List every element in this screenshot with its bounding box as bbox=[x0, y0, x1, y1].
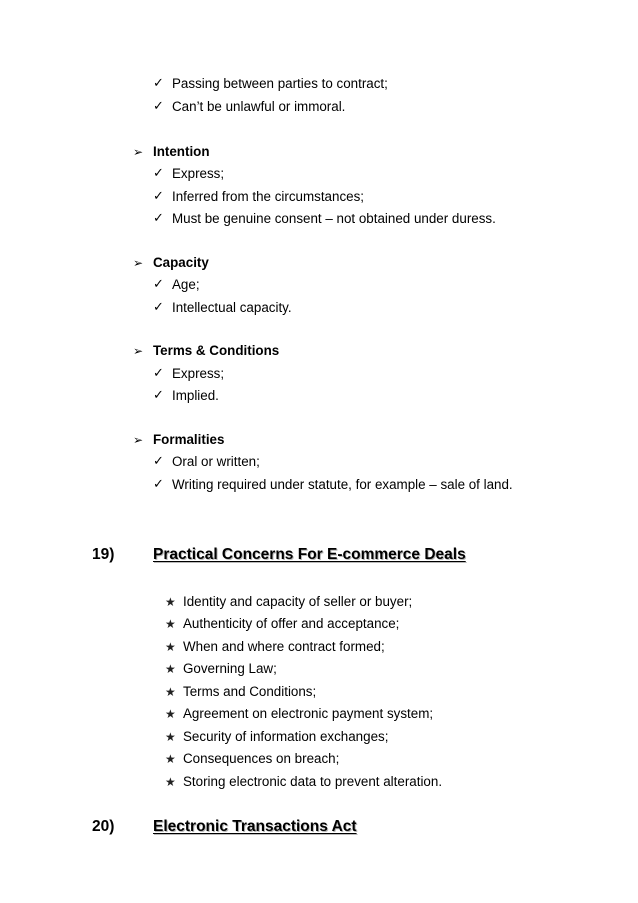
star-bullet-icon: ★ bbox=[165, 617, 176, 631]
star-bullet-icon: ★ bbox=[165, 662, 176, 676]
checkmark-icon: ✓ bbox=[153, 277, 164, 292]
checkmark-icon: ✓ bbox=[153, 388, 164, 403]
checkmark-icon: ✓ bbox=[153, 76, 164, 91]
checkmark-icon: ✓ bbox=[153, 166, 164, 181]
section-title: Practical Concerns For E-commerce Deals bbox=[153, 546, 466, 563]
list-item: ✓ Express; bbox=[153, 366, 225, 381]
list-item: ✓ Age; bbox=[153, 277, 200, 292]
arrow-bullet-icon: ➢ bbox=[133, 433, 144, 447]
checkmark-icon: ✓ bbox=[153, 477, 164, 492]
list-item: ★ Security of information exchanges; bbox=[165, 729, 389, 744]
list-item: ✓ Can’t be unlawful or immoral. bbox=[153, 99, 346, 114]
arrow-bullet-icon: ➢ bbox=[133, 145, 144, 159]
list-item: ★ Authenticity of offer and acceptance; bbox=[165, 616, 400, 631]
checkmark-icon: ✓ bbox=[153, 300, 164, 315]
list-item: ✓ Must be genuine consent – not obtained under duress. bbox=[153, 211, 496, 226]
star-bullet-icon: ★ bbox=[165, 685, 176, 699]
list-item: ★ Identity and capacity of seller or buyer; bbox=[165, 594, 413, 609]
arrow-bullet-icon: ➢ bbox=[133, 256, 144, 270]
list-item: ★ Terms and Conditions; bbox=[165, 684, 317, 699]
list-item: ✓ Oral or written; bbox=[153, 454, 260, 469]
star-bullet-icon: ★ bbox=[165, 707, 176, 721]
star-bullet-icon: ★ bbox=[165, 595, 176, 609]
list-item: ✓ Inferred from the circumstances; bbox=[153, 189, 365, 204]
group-heading: ➢ Terms & Conditions bbox=[133, 343, 280, 358]
list-item: ★ Storing electronic data to prevent alteration. bbox=[165, 774, 443, 789]
checkmark-icon: ✓ bbox=[153, 366, 164, 381]
checkmark-icon: ✓ bbox=[153, 211, 164, 226]
group-heading: ➢ Capacity bbox=[133, 255, 209, 270]
section-title: Electronic Transactions Act bbox=[153, 818, 357, 835]
section-number: 20) bbox=[92, 818, 115, 835]
section-number: 19) bbox=[92, 546, 115, 563]
list-item: ★ When and where contract formed; bbox=[165, 639, 385, 654]
star-bullet-icon: ★ bbox=[165, 640, 176, 654]
arrow-bullet-icon: ➢ bbox=[133, 344, 144, 358]
list-item: ★ Agreement on electronic payment system; bbox=[165, 706, 434, 721]
list-item: ✓ Express; bbox=[153, 166, 225, 181]
star-bullet-icon: ★ bbox=[165, 775, 176, 789]
checkmark-icon: ✓ bbox=[153, 454, 164, 469]
list-item: ✓ Implied. bbox=[153, 388, 219, 403]
list-item: ✓ Passing between parties to contract; bbox=[153, 76, 388, 91]
star-bullet-icon: ★ bbox=[165, 752, 176, 766]
star-bullet-icon: ★ bbox=[165, 730, 176, 744]
list-item: ✓ Writing required under statute, for example – sale of land. bbox=[153, 477, 513, 492]
group-heading: ➢ Formalities bbox=[133, 432, 225, 447]
list-item: ★ Governing Law; bbox=[165, 661, 277, 676]
list-item: ★ Consequences on breach; bbox=[165, 751, 340, 766]
group-heading: ➢ Intention bbox=[133, 144, 210, 159]
checkmark-icon: ✓ bbox=[153, 189, 164, 204]
list-item: ✓ Intellectual capacity. bbox=[153, 300, 292, 315]
checkmark-icon: ✓ bbox=[153, 99, 164, 114]
